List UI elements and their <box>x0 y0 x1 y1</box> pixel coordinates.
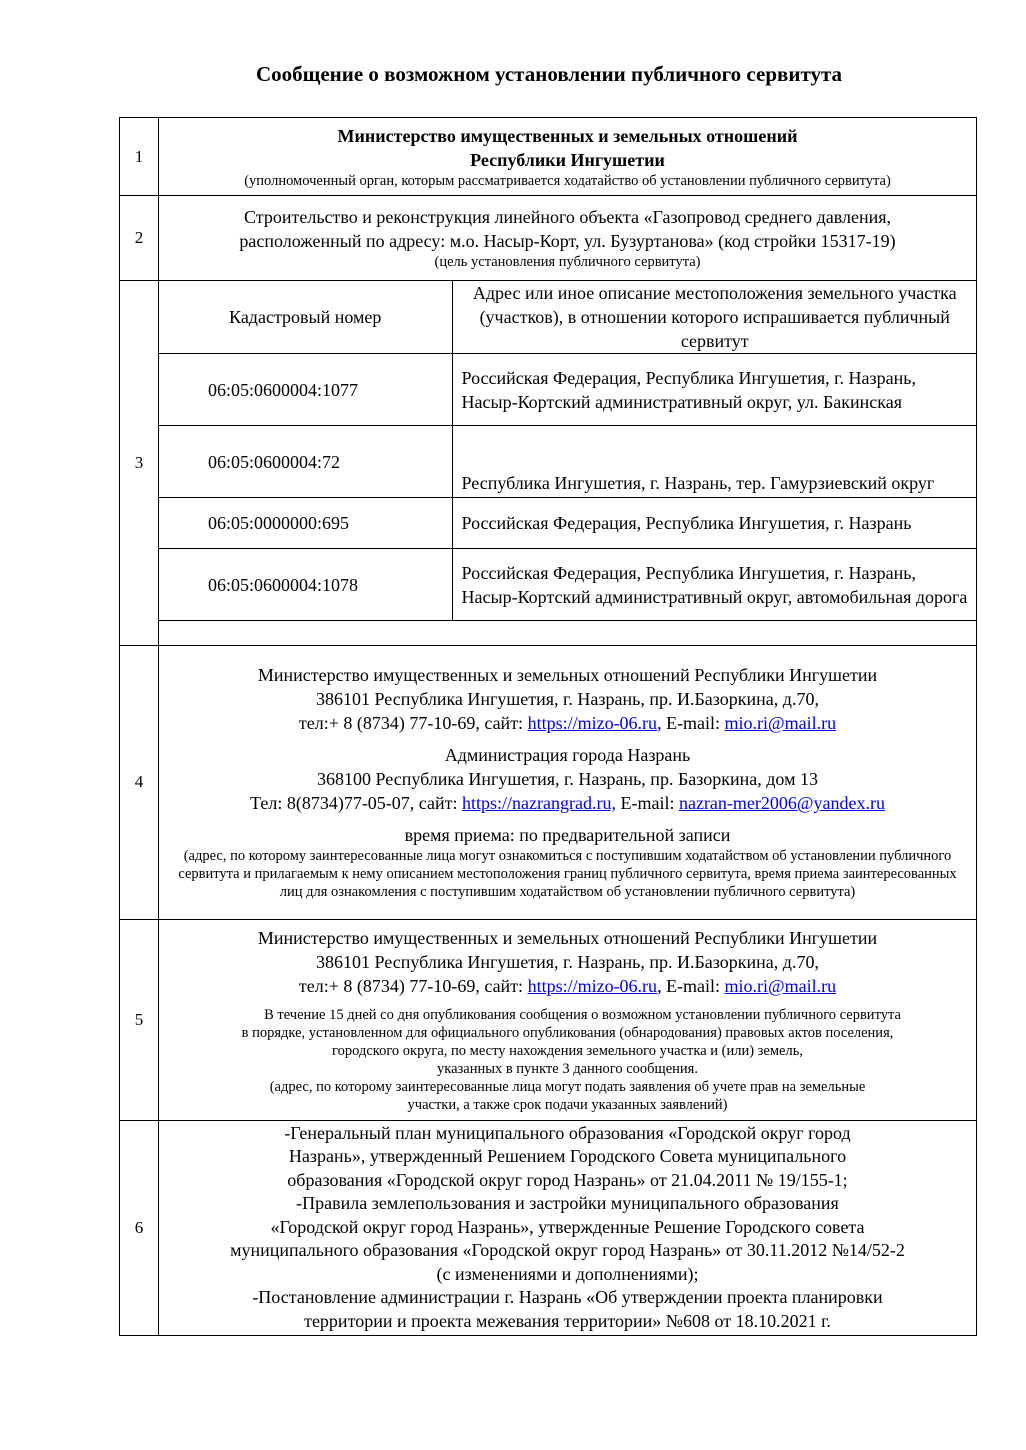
planning-doc-line: -Постановление администрации г. Назрань «Об утверждении проекта планировки <box>252 1287 883 1308</box>
review-address-cell <box>159 645 977 919</box>
cadastral-number: 06:05:0600004:1078 <box>159 549 452 621</box>
row-1 <box>120 118 977 196</box>
cadastral-number: 06:05:0600004:1077 <box>159 354 452 426</box>
org2-phone: Тел: 8(8734)77-05-07, сайт: <box>250 793 463 813</box>
authority-name-line1: Министерство имущественных и земельных отношений <box>337 125 798 146</box>
org1-name: Министерство имущественных и земельных отношений Республики Ингушетии <box>257 665 878 685</box>
org-phone: тел:+ 8 (8734) 77-10-69, сайт: <box>298 975 528 996</box>
planning-doc-line: Назрань», утвержденный Решением Городского Совета муниципального <box>288 1146 847 1167</box>
parcel-address: Российская Федерация, Республика Ингушетия, г. Назрань, Насыр-Кортский административный округ, ул. Бакинская <box>452 354 976 426</box>
row-number: 3 <box>120 281 159 646</box>
row-4 <box>120 645 977 919</box>
parcel-row <box>159 354 976 426</box>
row-2 <box>120 196 977 281</box>
planning-doc-line: образования «Городской округ город Назрань» от 21.04.2011 № 19/155-1; <box>287 1169 848 1190</box>
org2-email-label: E-mail: <box>615 793 679 813</box>
row-3 <box>120 281 977 646</box>
org2-site-link[interactable]: https://nazrangrad.ru, <box>462 793 616 813</box>
org2-email-link[interactable]: nazran-mer2006@yandex.ru <box>678 793 885 813</box>
org-email-link[interactable]: mio.ri@mail.ru <box>724 975 837 996</box>
org-contacts <box>167 974 968 998</box>
deadline-line4: указанных в пункте 3 данного сообщения. <box>437 1060 698 1077</box>
parcel-address: Республика Ингушетия, г. Назрань, тер. Гамурзиевский округ <box>452 426 976 498</box>
row-6 <box>120 1120 977 1335</box>
planning-doc-line: -Генеральный план муниципального образования «Городской округ город <box>284 1122 851 1143</box>
deadline-line2: в порядке, установленном для официального опубликования (обнародования) правовых актов поселения, <box>241 1024 894 1041</box>
reception-time: время приема: по предварительной записи <box>404 825 731 845</box>
review-note: (адрес, по которому заинтересованные лица могут ознакомиться с поступившим ходатайством об установлении публичного сервитута и прилагаемым к нему описанием местоположения границ публичного сервитута, время приема заинтересованных лиц для ознакомления с поступившим ходатайством об установлении публичного сервитута) <box>178 848 957 900</box>
planning-doc-line: (с изменениями и дополнениями); <box>436 1263 699 1284</box>
org-name: Министерство имущественных и земельных отношений Республики Ингушетии <box>257 927 878 948</box>
application-note-line2: участки, а также срок подачи указанных заявлений) <box>407 1096 728 1113</box>
org1-email-link[interactable]: mio.ri@mail.ru <box>724 713 837 733</box>
application-cell <box>159 919 977 1120</box>
org1-phone: тел:+ 8 (8734) 77-10-69, сайт: <box>298 713 528 733</box>
org1-address: 386101 Республика Ингушетия, г. Назрань, пр. И.Базоркина, д.70, <box>316 689 819 709</box>
parcel-row <box>159 498 976 549</box>
parcels-header-row <box>159 281 976 354</box>
org2-address: 368100 Республика Ингушетия, г. Назрань, пр. Базоркина, дом 13 <box>317 769 818 789</box>
row-number: 6 <box>120 1120 159 1335</box>
row-5 <box>120 919 977 1120</box>
notice-table <box>119 117 977 1336</box>
org1-contacts <box>167 711 968 735</box>
cadastral-number: 06:05:0600004:72 <box>159 426 452 498</box>
purpose-cell <box>159 196 977 281</box>
address-column-header: Адрес или иное описание местоположения земельного участка (участков), в отношении которого испрашивается публичный сервитут <box>452 281 976 354</box>
parcel-address: Российская Федерация, Республика Ингушетия, г. Назрань, Насыр-Кортский административный округ, автомобильная дорога <box>452 549 976 621</box>
planning-docs-cell <box>159 1120 977 1335</box>
row-number: 5 <box>120 919 159 1120</box>
cadastral-number: 06:05:0000000:695 <box>159 498 452 549</box>
org1-email-label: , E-mail: <box>657 713 725 733</box>
purpose-note: (цель установления публичного сервитута) <box>434 254 701 270</box>
parcels-table <box>159 281 976 645</box>
planning-doc-line: муниципального образования «Городской округ город Назрань» от 30.11.2012 №14/52-2 <box>230 1240 905 1261</box>
purpose-line1: Строительство и реконструкция линейного объекта «Газопровод среднего давления, <box>244 207 891 227</box>
org1-site-link[interactable]: https://mizo-06.ru <box>527 713 658 733</box>
parcels-cell <box>159 281 977 646</box>
cadastral-column-header: Кадастровый номер <box>159 281 452 354</box>
row-number: 4 <box>120 645 159 919</box>
parcel-row <box>159 549 976 621</box>
parcel-empty-row <box>159 621 976 645</box>
parcel-row <box>159 426 976 498</box>
row-number: 2 <box>120 196 159 281</box>
application-note-line1: (адрес, по которому заинтересованные лица могут подать заявления об учете прав на земельные <box>269 1078 866 1095</box>
authority-cell <box>159 118 977 196</box>
org-address: 386101 Республика Ингушетия, г. Назрань, пр. И.Базоркина, д.70, <box>316 951 819 972</box>
deadline-line1: В течение 15 дней со дня опубликования сообщения о возможном установлении публичного сервитута <box>264 1006 901 1023</box>
org2-name: Администрация города Назрань <box>444 745 691 765</box>
empty-cell <box>159 621 976 645</box>
document-title: Сообщение о возможном установлении публичного сервитута <box>255 62 843 86</box>
org-email-label: , E-mail: <box>657 975 725 996</box>
authority-name-line2: Республики Ингушетии <box>470 149 665 170</box>
planning-doc-line: «Городской округ город Назрань», утвержденные Решение Городского совета <box>270 1216 865 1237</box>
org2-contacts <box>167 791 968 815</box>
parcel-address: Российская Федерация, Республика Ингушетия, г. Назрань <box>452 498 976 549</box>
row-number: 1 <box>120 118 159 196</box>
purpose-line2: расположенный по адресу: м.о. Насыр-Корт, ул. Бузуртанова» (код стройки 15317-19) <box>239 231 896 251</box>
planning-doc-line: -Правила землепользования и застройки муниципального образования <box>296 1193 839 1214</box>
org-site-link[interactable]: https://mizo-06.ru <box>527 975 658 996</box>
planning-doc-line: территории и проекта межевания территории» №608 от 18.10.2021 г. <box>304 1310 831 1331</box>
authority-note: (уполномоченный орган, которым рассматривается ходатайство об установлении публичного сервитута) <box>244 172 891 189</box>
deadline-line3: городского округа, по месту нахождения земельного участка и (или) земель, <box>332 1042 803 1059</box>
